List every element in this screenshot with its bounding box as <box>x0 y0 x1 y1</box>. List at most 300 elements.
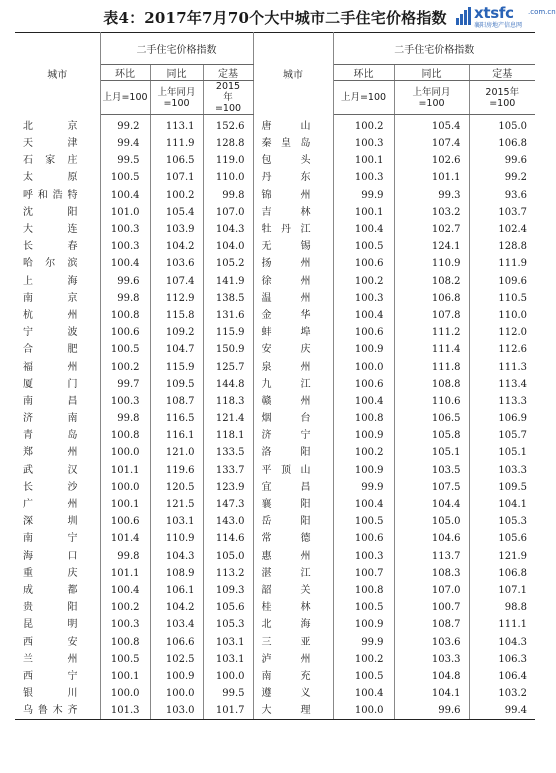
table-row <box>15 633 535 650</box>
left-city-cell: 武汉 <box>15 462 100 479</box>
left-yoy-cell: 100.9 <box>150 668 203 685</box>
right-base-cell: 106.8 <box>498 138 528 150</box>
right-yoy-cell: 104.1 <box>394 685 469 702</box>
left-mom-cell: 99.8 <box>100 410 150 427</box>
left-mom-cell: 100.6 <box>100 513 150 530</box>
right-base-cell: 110.0 <box>498 309 528 321</box>
right-mom-cell: 100.2 <box>333 651 394 668</box>
right-yoy-cell: 105.4 <box>394 115 469 136</box>
left-city-cell: 合肥 <box>15 341 100 358</box>
right-base-cell: 98.8 <box>504 602 528 614</box>
left-city-cell: 长春 <box>15 238 100 255</box>
right-base-cell: 105.0 <box>498 121 528 132</box>
left-city-cell: 宁波 <box>15 324 100 341</box>
left-base-cell: 109.3 <box>203 582 253 599</box>
table-row <box>15 599 535 616</box>
left-base-cell: 113.2 <box>203 565 253 582</box>
left-base-cell: 103.1 <box>203 651 253 668</box>
table-title: 表4：2017年7月70个大中城市二手住宅价格指数 <box>103 9 447 27</box>
right-yoy-cell: 110.9 <box>394 255 469 272</box>
right-base-cell: 106.3 <box>498 653 528 665</box>
right-base-cell: 93.6 <box>504 189 528 201</box>
left-mom-cell: 100.4 <box>100 582 150 599</box>
left-base-cell: 141.9 <box>203 273 253 290</box>
left-city-cell: 青岛 <box>15 427 100 444</box>
table-row <box>15 341 535 358</box>
base-mom-left: 上月=100 <box>100 81 150 115</box>
right-mom-cell: 100.4 <box>333 393 394 410</box>
right-mom-cell: 100.8 <box>333 582 394 599</box>
left-yoy-cell: 105.4 <box>150 204 203 221</box>
city-header-left: 城市 <box>15 33 100 115</box>
right-mom-cell: 100.5 <box>333 599 394 616</box>
right-mom-cell: 100.4 <box>333 307 394 324</box>
left-city-cell: 太原 <box>15 169 100 186</box>
left-yoy-cell: 116.1 <box>150 427 203 444</box>
table-row <box>15 651 535 668</box>
right-yoy-cell: 107.5 <box>394 479 469 496</box>
right-mom-cell: 100.2 <box>333 444 394 461</box>
right-mom-cell: 100.7 <box>333 565 394 582</box>
left-base-cell: 99.8 <box>203 187 253 204</box>
left-yoy-cell: 109.5 <box>150 376 203 393</box>
left-city-cell: 西安 <box>15 633 100 650</box>
right-mom-cell: 100.3 <box>333 135 394 152</box>
left-base-cell: 119.0 <box>203 152 253 169</box>
left-yoy-cell: 113.1 <box>150 115 203 136</box>
left-mom-cell: 100.8 <box>100 427 150 444</box>
right-city-cell: 遵义 <box>253 685 333 702</box>
site-logo[interactable] <box>452 3 556 29</box>
right-mom-cell: 100.1 <box>333 152 394 169</box>
right-city-cell: 平顶山 <box>253 462 333 479</box>
right-base-cell: 107.1 <box>498 584 528 596</box>
right-mom-cell: 100.9 <box>333 427 394 444</box>
table-row <box>15 187 535 204</box>
left-yoy-cell: 109.2 <box>150 324 203 341</box>
right-yoy-cell: 102.6 <box>394 152 469 169</box>
logo-domain: .com.cn <box>528 8 556 16</box>
left-yoy-cell: 107.4 <box>150 273 203 290</box>
right-city-cell: 大理 <box>253 702 333 720</box>
col-mom-left: 环比 <box>100 65 150 81</box>
right-base-cell: 104.1 <box>498 499 528 511</box>
left-yoy-cell: 104.2 <box>150 238 203 255</box>
left-city-cell: 西宁 <box>15 668 100 685</box>
left-city-cell: 南京 <box>15 290 100 307</box>
right-mom-cell: 100.5 <box>333 513 394 530</box>
right-base-cell: 99.6 <box>504 155 528 167</box>
right-yoy-cell: 104.4 <box>394 496 469 513</box>
table-row <box>15 530 535 547</box>
right-city-cell: 常德 <box>253 530 333 547</box>
left-base-cell: 123.9 <box>203 479 253 496</box>
right-city-cell: 宜昌 <box>253 479 333 496</box>
left-city-cell: 乌鲁木齐 <box>15 702 100 720</box>
left-base-cell: 107.0 <box>203 204 253 221</box>
base-mom-right: 上月=100 <box>333 81 394 115</box>
left-base-cell: 150.9 <box>203 341 253 358</box>
right-yoy-cell: 107.4 <box>394 135 469 152</box>
left-mom-cell: 100.3 <box>100 238 150 255</box>
right-yoy-cell: 103.5 <box>394 462 469 479</box>
right-base-cell: 102.4 <box>498 224 528 236</box>
left-mom-cell: 99.5 <box>100 152 150 169</box>
left-mom-cell: 101.0 <box>100 204 150 221</box>
left-mom-cell: 100.8 <box>100 633 150 650</box>
table-row <box>15 376 535 393</box>
right-city-cell: 北海 <box>253 616 333 633</box>
right-city-cell: 温州 <box>253 290 333 307</box>
right-yoy-cell: 105.8 <box>394 427 469 444</box>
right-yoy-cell: 107.8 <box>394 307 469 324</box>
left-city-cell: 广州 <box>15 496 100 513</box>
right-mom-cell: 100.9 <box>333 616 394 633</box>
right-mom-cell: 100.4 <box>333 221 394 238</box>
right-mom-cell: 100.9 <box>333 462 394 479</box>
right-yoy-cell: 108.2 <box>394 273 469 290</box>
left-base-cell: 104.3 <box>203 221 253 238</box>
table-row <box>15 427 535 444</box>
right-city-cell: 金华 <box>253 307 333 324</box>
right-yoy-cell: 107.0 <box>394 582 469 599</box>
left-city-cell: 福州 <box>15 358 100 375</box>
left-mom-cell: 100.1 <box>100 668 150 685</box>
left-city-cell: 长沙 <box>15 479 100 496</box>
table-row <box>15 115 535 136</box>
left-mom-cell: 100.8 <box>100 307 150 324</box>
left-base-cell: 115.9 <box>203 324 253 341</box>
right-base-cell: 103.2 <box>498 688 528 700</box>
right-yoy-cell: 101.1 <box>394 169 469 186</box>
right-base-cell: 106.9 <box>498 413 528 425</box>
left-yoy-cell: 120.5 <box>150 479 203 496</box>
right-city-cell: 锦州 <box>253 187 333 204</box>
right-base-cell: 106.8 <box>498 567 528 579</box>
left-city-cell: 石家庄 <box>15 152 100 169</box>
left-yoy-cell: 104.3 <box>150 548 203 565</box>
table-row <box>15 152 535 169</box>
left-yoy-cell: 106.1 <box>150 582 203 599</box>
left-base-cell: 114.6 <box>203 530 253 547</box>
right-mom-cell: 100.3 <box>333 290 394 307</box>
right-yoy-cell: 105.0 <box>394 513 469 530</box>
right-city-cell: 烟台 <box>253 410 333 427</box>
left-yoy-cell: 121.0 <box>150 444 203 461</box>
right-city-cell: 九江 <box>253 376 333 393</box>
right-base-cell: 99.4 <box>469 702 535 720</box>
left-mom-cell: 100.3 <box>100 616 150 633</box>
table-row <box>15 702 535 720</box>
logo-subtitle: 襄阳房地产信息网 <box>474 22 523 29</box>
right-mom-cell: 100.6 <box>333 324 394 341</box>
right-yoy-cell: 103.2 <box>394 204 469 221</box>
col-yoy-left: 同比 <box>150 65 203 81</box>
left-base-cell: 110.0 <box>203 169 253 186</box>
left-yoy-cell: 119.6 <box>150 462 203 479</box>
left-yoy-cell: 115.8 <box>150 307 203 324</box>
right-mom-cell: 100.1 <box>333 204 394 221</box>
table-row <box>15 513 535 530</box>
right-yoy-cell: 111.8 <box>394 358 469 375</box>
col-mom-right: 环比 <box>333 65 394 81</box>
left-mom-cell: 101.3 <box>100 702 150 720</box>
left-base-cell: 138.5 <box>203 290 253 307</box>
right-city-cell: 湛江 <box>253 565 333 582</box>
table-row <box>15 393 535 410</box>
left-yoy-cell: 103.4 <box>150 616 203 633</box>
right-mom-cell: 100.0 <box>333 702 394 720</box>
right-yoy-cell: 108.8 <box>394 376 469 393</box>
right-base-cell: 105.7 <box>498 430 528 442</box>
col-yoy-right: 同比 <box>394 65 469 81</box>
left-base-cell: 105.6 <box>203 599 253 616</box>
left-yoy-cell: 108.9 <box>150 565 203 582</box>
left-city-cell: 郑州 <box>15 444 100 461</box>
col-base-left: 定基 <box>203 65 253 81</box>
table-row <box>15 548 535 565</box>
left-mom-cell: 99.4 <box>100 135 150 152</box>
left-base-cell: 101.7 <box>203 702 253 720</box>
right-base-cell: 106.4 <box>498 670 528 682</box>
right-city-cell: 襄阳 <box>253 496 333 513</box>
right-city-cell: 牡丹江 <box>253 221 333 238</box>
table-row <box>15 273 535 290</box>
left-city-cell: 昆明 <box>15 616 100 633</box>
left-city-cell: 上海 <box>15 273 100 290</box>
left-yoy-cell: 100.2 <box>150 187 203 204</box>
left-base-cell: 133.5 <box>203 444 253 461</box>
left-yoy-cell: 103.9 <box>150 221 203 238</box>
right-yoy-cell: 103.3 <box>394 651 469 668</box>
right-base-cell: 112.6 <box>498 344 528 356</box>
table-row <box>15 169 535 186</box>
table-row <box>15 135 535 152</box>
right-yoy-cell: 111.2 <box>394 324 469 341</box>
left-base-cell: 104.0 <box>203 238 253 255</box>
left-yoy-cell: 115.9 <box>150 358 203 375</box>
left-yoy-cell: 104.2 <box>150 599 203 616</box>
right-mom-cell: 99.9 <box>333 187 394 204</box>
right-city-cell: 秦皇岛 <box>253 135 333 152</box>
right-mom-cell: 99.9 <box>333 633 394 650</box>
right-city-cell: 赣州 <box>253 393 333 410</box>
left-city-cell: 成都 <box>15 582 100 599</box>
left-base-cell: 133.7 <box>203 462 253 479</box>
right-yoy-cell: 104.6 <box>394 530 469 547</box>
right-base-cell: 105.6 <box>498 533 528 545</box>
table-row <box>15 479 535 496</box>
left-city-cell: 兰州 <box>15 651 100 668</box>
right-mom-cell: 100.2 <box>333 273 394 290</box>
right-city-cell: 蚌埠 <box>253 324 333 341</box>
left-mom-cell: 100.5 <box>100 651 150 668</box>
left-yoy-cell: 112.9 <box>150 290 203 307</box>
left-city-cell: 北京 <box>15 115 100 136</box>
table-row <box>15 204 535 221</box>
right-base-cell: 104.3 <box>498 636 528 648</box>
right-city-cell: 韶关 <box>253 582 333 599</box>
table-row <box>15 462 535 479</box>
right-yoy-cell: 102.7 <box>394 221 469 238</box>
left-mom-cell: 100.1 <box>100 496 150 513</box>
left-mom-cell: 100.5 <box>100 169 150 186</box>
right-base-cell: 111.1 <box>498 619 528 631</box>
right-yoy-cell: 110.6 <box>394 393 469 410</box>
left-city-cell: 杭州 <box>15 307 100 324</box>
left-base-cell: 99.5 <box>203 685 253 702</box>
base-fixed-right: 2015年=100 <box>469 81 535 115</box>
right-city-cell: 济宁 <box>253 427 333 444</box>
left-mom-cell: 100.3 <box>100 393 150 410</box>
right-mom-cell: 99.9 <box>333 479 394 496</box>
right-yoy-cell: 108.3 <box>394 565 469 582</box>
left-city-cell: 沈阳 <box>15 204 100 221</box>
right-city-cell: 安庆 <box>253 341 333 358</box>
right-base-cell: 103.7 <box>498 206 528 218</box>
table-row <box>15 616 535 633</box>
base-yoy-left: 上年同月=100 <box>150 81 203 115</box>
left-mom-cell: 100.4 <box>100 187 150 204</box>
left-mom-cell: 100.0 <box>100 444 150 461</box>
right-city-cell: 唐山 <box>253 115 333 136</box>
left-base-cell: 118.1 <box>203 427 253 444</box>
left-yoy-cell: 104.7 <box>150 341 203 358</box>
left-mom-cell: 99.8 <box>100 290 150 307</box>
right-city-cell: 吉林 <box>253 204 333 221</box>
left-base-cell: 105.0 <box>203 548 253 565</box>
left-yoy-cell: 103.0 <box>150 702 203 720</box>
right-city-cell: 泸州 <box>253 651 333 668</box>
left-mom-cell: 100.5 <box>100 341 150 358</box>
table-row <box>15 668 535 685</box>
right-yoy-cell: 99.6 <box>394 702 469 720</box>
right-mom-cell: 100.6 <box>333 255 394 272</box>
left-base-cell: 144.8 <box>203 376 253 393</box>
right-city-cell: 无锡 <box>253 238 333 255</box>
left-city-cell: 海口 <box>15 548 100 565</box>
left-city-cell: 银川 <box>15 685 100 702</box>
right-mom-cell: 100.6 <box>333 530 394 547</box>
table-row <box>15 290 535 307</box>
left-mom-cell: 101.1 <box>100 565 150 582</box>
left-mom-cell: 100.3 <box>100 221 150 238</box>
right-base-cell: 99.2 <box>504 172 528 184</box>
right-mom-cell: 100.3 <box>333 548 394 565</box>
left-base-cell: 131.6 <box>203 307 253 324</box>
table-row <box>15 685 535 702</box>
left-city-cell: 大连 <box>15 221 100 238</box>
left-mom-cell: 101.4 <box>100 530 150 547</box>
right-base-cell: 111.9 <box>498 258 528 270</box>
right-city-cell: 岳阳 <box>253 513 333 530</box>
right-base-cell: 105.3 <box>498 516 528 528</box>
right-city-cell: 泉州 <box>253 358 333 375</box>
left-city-cell: 厦门 <box>15 376 100 393</box>
right-yoy-cell: 106.5 <box>394 410 469 427</box>
left-city-cell: 哈尔滨 <box>15 255 100 272</box>
table-row <box>15 444 535 461</box>
table-row <box>15 582 535 599</box>
right-mom-cell: 100.4 <box>333 496 394 513</box>
left-yoy-cell: 107.1 <box>150 169 203 186</box>
right-city-cell: 桂林 <box>253 599 333 616</box>
right-mom-cell: 100.2 <box>333 115 394 136</box>
left-yoy-cell: 111.9 <box>150 135 203 152</box>
right-mom-cell: 100.6 <box>333 376 394 393</box>
left-city-cell: 南昌 <box>15 393 100 410</box>
right-yoy-cell: 124.1 <box>394 238 469 255</box>
left-mom-cell: 101.1 <box>100 462 150 479</box>
left-base-cell: 152.6 <box>203 115 253 136</box>
right-city-cell: 南充 <box>253 668 333 685</box>
left-city-cell: 天津 <box>15 135 100 152</box>
table-row <box>15 255 535 272</box>
left-mom-cell: 99.7 <box>100 376 150 393</box>
right-base-cell: 112.0 <box>498 327 528 339</box>
right-mom-cell: 100.4 <box>333 685 394 702</box>
left-city-cell: 深圳 <box>15 513 100 530</box>
right-city-cell: 徐州 <box>253 273 333 290</box>
left-mom-cell: 100.2 <box>100 599 150 616</box>
right-yoy-cell: 99.3 <box>394 187 469 204</box>
left-base-cell: 100.0 <box>203 668 253 685</box>
left-city-cell: 贵阳 <box>15 599 100 616</box>
right-mom-cell: 100.3 <box>333 169 394 186</box>
left-mom-cell: 100.0 <box>100 685 150 702</box>
left-mom-cell: 99.6 <box>100 273 150 290</box>
left-base-cell: 118.3 <box>203 393 253 410</box>
left-mom-cell: 100.6 <box>100 324 150 341</box>
table-row <box>15 565 535 582</box>
right-city-cell: 三亚 <box>253 633 333 650</box>
right-base-cell: 113.4 <box>498 378 528 390</box>
right-city-cell: 洛阳 <box>253 444 333 461</box>
left-yoy-cell: 103.1 <box>150 513 203 530</box>
logo-brand: xtsfc <box>474 4 514 22</box>
left-base-cell: 143.0 <box>203 513 253 530</box>
table-row <box>15 358 535 375</box>
col-base-right: 定基 <box>469 65 535 81</box>
right-city-cell: 包头 <box>253 152 333 169</box>
table-row <box>15 221 535 238</box>
left-base-cell: 105.3 <box>203 616 253 633</box>
right-yoy-cell: 100.7 <box>394 599 469 616</box>
group-header-left: 二手住宅价格指数 <box>100 33 253 65</box>
right-city-cell: 扬州 <box>253 255 333 272</box>
right-yoy-cell: 104.8 <box>394 668 469 685</box>
right-base-cell: 110.5 <box>498 292 528 304</box>
left-mom-cell: 100.0 <box>100 479 150 496</box>
left-yoy-cell: 116.5 <box>150 410 203 427</box>
right-mom-cell: 100.5 <box>333 238 394 255</box>
right-base-cell: 105.1 <box>498 447 528 459</box>
city-header-right: 城市 <box>253 33 333 115</box>
right-mom-cell: 100.8 <box>333 410 394 427</box>
left-yoy-cell: 121.5 <box>150 496 203 513</box>
right-yoy-cell: 108.7 <box>394 616 469 633</box>
right-base-cell: 109.5 <box>498 481 528 493</box>
left-mom-cell: 100.4 <box>100 255 150 272</box>
left-mom-cell: 99.2 <box>100 115 150 136</box>
left-yoy-cell: 110.9 <box>150 530 203 547</box>
left-base-cell: 125.7 <box>203 358 253 375</box>
right-yoy-cell: 105.1 <box>394 444 469 461</box>
title-row <box>0 0 556 32</box>
right-base-cell: 128.8 <box>498 241 528 253</box>
right-mom-cell: 100.0 <box>333 358 394 375</box>
table-row <box>15 410 535 427</box>
